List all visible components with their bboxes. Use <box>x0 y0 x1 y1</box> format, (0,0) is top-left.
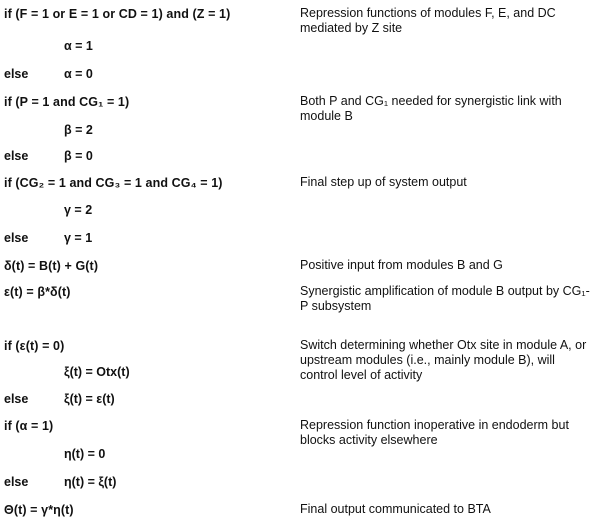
annotation: Repression function inoperative in endoderm but blocks activity elsewhere <box>300 418 569 447</box>
code-line: Θ(t) = γ*η(t) <box>4 503 74 517</box>
row-alpha-else <box>0 66 594 86</box>
row-synergy-condition <box>0 94 594 123</box>
row-gamma-else <box>0 230 594 250</box>
assignment: η(t) = 0 <box>64 447 106 461</box>
row-repression-condition <box>0 6 594 35</box>
assignment: γ = 2 <box>64 203 93 217</box>
else-keyword: else <box>4 475 29 489</box>
row-beta-set <box>0 122 594 142</box>
else-keyword: else <box>4 392 29 406</box>
annotation: Switch determining whether Otx site in module A, or upstream modules (i.e., mainly module B), will control level of activity <box>300 338 587 382</box>
code-line: ε(t) = β*δ(t) <box>4 285 71 299</box>
code-line: δ(t) = B(t) + G(t) <box>4 259 99 273</box>
assignment: γ = 1 <box>64 231 93 245</box>
assignment: ξ(t) = ε(t) <box>64 392 115 406</box>
annotation: Both P and CG₁ needed for synergistic link with module B <box>300 94 562 123</box>
row-eta-set <box>0 446 594 466</box>
else-keyword: else <box>4 231 29 245</box>
assignment: α = 1 <box>64 39 93 53</box>
code-line: if (ε(t) = 0) <box>4 339 65 353</box>
annotation: Final output communicated to BTA <box>300 502 491 516</box>
row-theta-output <box>0 502 594 522</box>
assignment: ξ(t) = Otx(t) <box>64 365 130 379</box>
annotation: Final step up of system output <box>300 175 467 189</box>
row-stepup-condition <box>0 175 594 195</box>
row-xi-else <box>0 391 594 411</box>
code-line: if (CG₂ = 1 and CG₃ = 1 and CG₄ = 1) <box>4 176 223 190</box>
code-line: if (F = 1 or E = 1 or CD = 1) and (Z = 1) <box>4 7 231 21</box>
annotation: Positive input from modules B and G <box>300 258 503 272</box>
row-beta-else <box>0 148 594 168</box>
annotation: Synergistic amplification of module B output by CG₁-P subsystem <box>300 284 590 313</box>
else-keyword: else <box>4 149 29 163</box>
code-line: if (α = 1) <box>4 419 54 433</box>
row-epsilon <box>0 284 594 313</box>
assignment: α = 0 <box>64 67 93 81</box>
code-line: if (P = 1 and CG₁ = 1) <box>4 95 130 109</box>
assignment: β = 0 <box>64 149 93 163</box>
row-delta <box>0 258 594 278</box>
row-gamma-set <box>0 202 594 222</box>
row-xi-set <box>0 364 594 384</box>
else-keyword: else <box>4 67 29 81</box>
assignment: β = 2 <box>64 123 93 137</box>
row-eta-else <box>0 474 594 494</box>
row-alpha-set <box>0 38 594 58</box>
row-eta-condition <box>0 418 594 447</box>
annotation: Repression functions of modules F, E, and DC mediated by Z site <box>300 6 556 35</box>
assignment: η(t) = ξ(t) <box>64 475 117 489</box>
